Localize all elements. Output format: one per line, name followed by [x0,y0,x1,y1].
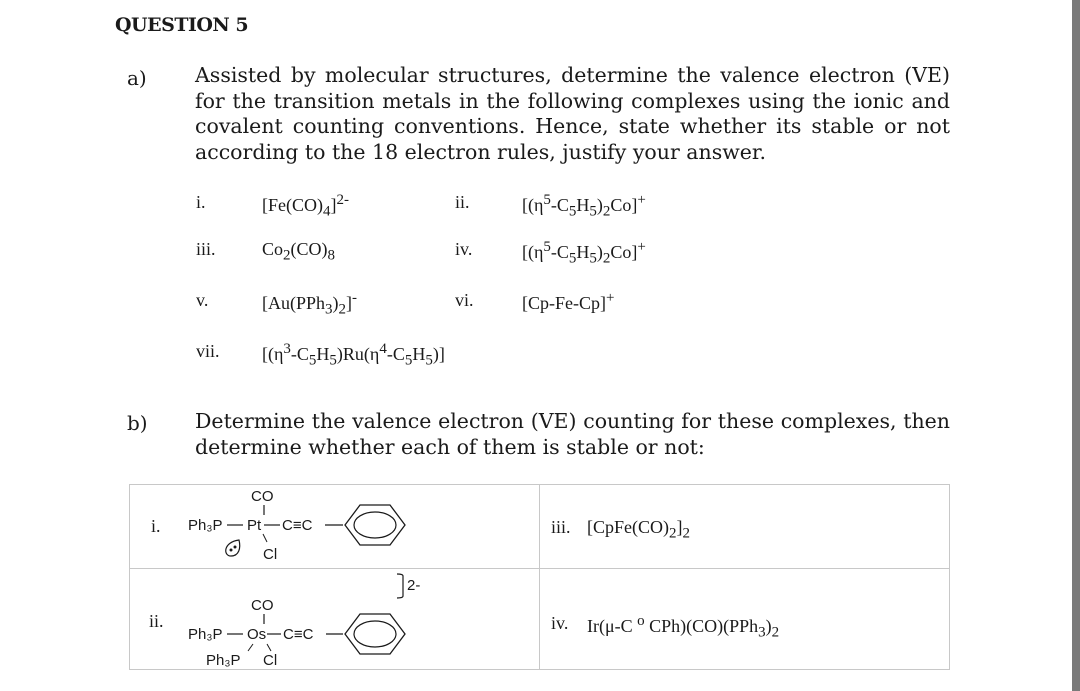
metal-label: Pt [247,517,262,534]
os-complex-structure [185,570,445,674]
charge-label: 2- [407,577,421,594]
compound-formula: $[(\eta^5-C_5H_5)_2Co]^+$ [522,239,646,267]
compound-formula: $[Fe(CO)_4]^{2-}$ [262,192,349,220]
compound-formula: Ir(μ-C $^o$ $CPh)(CO)(PPh_3)_2$ [587,613,780,641]
item-number: ii. [455,192,470,212]
lone-pair-orbital [226,540,240,556]
alkyne-label: C≡C [283,626,314,643]
compound-formula: $[(\eta^5-C_5H_5)_2Co]^+$ [522,192,646,220]
row-number: iii. [551,517,571,537]
bracket [397,574,403,598]
compound-formula: $[Au(PPh_3)_2]^-$ [262,290,358,318]
row-number: i. [151,516,161,536]
alkyne-label: C≡C [282,517,313,534]
compound-formula: $Co_2(CO)_8$ [262,239,336,264]
item-number: v. [196,290,209,310]
part-a-label: a) [127,66,147,90]
carbonyl-label: CO [251,488,274,505]
row-number: iv. [551,613,569,633]
phosphine-label-2: Ph₃P [206,652,241,669]
part-a-paragraph: Assisted by molecular structures, determine the valence electron (VE) for the transition metals in the following complexes using the ionic and covalent counting conventions. Hence, state whether its stable or not according to the 18 electron rules, justify your answer. [195,63,950,164]
item-number: iv. [455,239,473,259]
carbonyl-label: CO [251,597,274,614]
metal-label: Os [247,626,267,643]
part-b-label: b) [127,411,148,435]
compound-formula: $[CpFe(CO)_2]_2$ [587,517,690,542]
part-b-paragraph: Determine the valence electron (VE) counting for these complexes, then determine whether each of them is stable or not: [195,409,950,459]
part-b-text [195,409,950,460]
compound-formula: [Cp-Fe-Cp]+ [522,290,615,313]
part-a-text [195,63,950,165]
row-number: ii. [149,611,164,631]
item-number: i. [196,192,206,212]
item-number: vii. [196,341,220,361]
chloride-label: Cl [263,546,278,563]
right-edge-bar [1072,0,1080,691]
phosphine-label: Ph₃P [188,517,223,534]
compound-formula: $[(\eta^3-C_5H_5)Ru(\eta^4-C_5H_5)]$ [262,341,445,369]
question-title: QUESTION 5 [115,14,249,36]
item-number: iii. [196,239,216,259]
phosphine-label: Ph₃P [188,626,223,643]
chloride-label: Cl [263,652,278,669]
item-number: vi. [455,290,474,310]
pt-complex-structure [185,484,415,568]
